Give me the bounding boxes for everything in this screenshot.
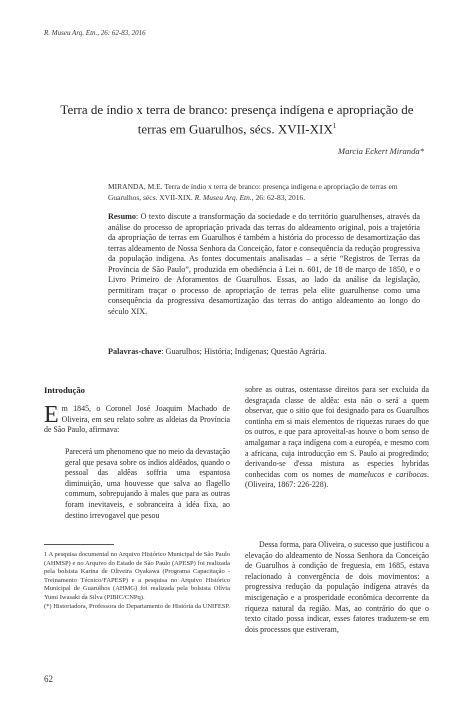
quote-italic-term-2: caribocas — [395, 469, 427, 479]
paragraph-2: Dessa forma, para Oliveira, o sucesso que justificou a elevação do aldeamento de Nossa Senhora da Conceição de Guarulhos à condição de freguesia, em 1685, estava relacionado à convergência de dois movimentos: a progressiva redução da população indígena através da miscigenação e a prosperidade econômica decorrente da riqueza natural da região. Mas, ao contrário do que o texto citado possa indicar, esses fatores traduzem-se em dois processos que estiveram, — [245, 540, 429, 634]
title-footnote-mark: 1 — [332, 122, 337, 130]
footnote-divider — [44, 544, 114, 545]
title-text: Terra de índio x terra de branco: presença indígena e apropriação de terras em Guarulhos, sécs. XVII-XIX — [60, 102, 414, 137]
keywords-text: : Guarulhos; História; Indígenas; Questão Agrária. — [161, 347, 327, 356]
abstract-label: Resumo — [108, 212, 136, 221]
quote-continuation — [245, 385, 429, 491]
author-name — [338, 146, 424, 156]
keywords — [108, 347, 420, 356]
keywords-label: Palavras-chave — [108, 347, 162, 356]
citation-journal: R. Museu Arq. Etn., — [194, 192, 254, 202]
page-number: 62 — [44, 674, 53, 684]
abstract-text: : O texto discute a transformação da sociedade e do território guarulhenses, através da análise do processo de apropriação privada das terras do aldeamento original, pois a trajetória da apropriação de terras em Guarulhos é também a história do processo de desamortização das terras aldeamento de Nossa Senhora da Conceição, fator e consequência da redução progressiva da população indígena. As fontes documentais analisadas – a série “Registros de Terras da Província de São Paulo”, produzida em obediência à Lei n. 601, de 18 de março de 1850, e o Livro Primeiro de Aforamentos de Guarulhos. Essas, ao lado da análise da legislação, permitiram traçar o processo de apropriação de terras pela elite guarulhense como uma consequência da progressiva desamortização das terras do antigo aldeamento ao longo do século XIX. — [108, 212, 420, 316]
citation — [108, 182, 413, 204]
quote-continuation-text: sobre as outras, ostentasse direitos para ser excluida da desgraçada classe de aldêa: esta não o será a quem observar, que o sitio que foi designado para os Guarulhos continha em si mais elementos de riquezas ruraes do que os outros, e que para aproveital-as houve o bom senso de amalgamar a raça indígena com a européa, e mesmo com a africana, cuja introducção em S. Paulo ai progredindo; derivando-se d'essa mistura as especies hybridas conhecidas com os nomes de — [245, 385, 429, 479]
intro-paragraph — [44, 404, 230, 436]
footnote-author: (*) Historiadora, Professora do Departamento de História da UNIFESP. — [44, 603, 230, 610]
abstract — [108, 212, 420, 317]
citation-suffix: 26: 62-83, 2016. — [253, 192, 306, 202]
author-text: Marcia Eckert Miranda — [337, 146, 420, 156]
quote-conjunction: e — [384, 469, 396, 479]
article-title — [50, 101, 424, 137]
quote-citation: . (Oliveira, 1867: 226-228). — [245, 469, 429, 490]
block-quote: Parecerá um phenomeno que no meio da devastação geral que pesava sobre os índios aldêados, quando o pessoal das aldêas soffria uma espantosa diminuição, uma houvesse que salva ao flagello commum, sobrepujando à males que para as outras foram inevitaveis, e sobranceira à idéa fixa, ao destino irrevogavel que pesou — [65, 447, 230, 520]
quote-italic-term-1: mamelucos — [348, 469, 385, 479]
intro-paragraph-text: m 1845, o Coronel José Joaquim Machado de Oliveira, em seu relato sobre as aldeias da Província de São Paulo, afirmava: — [44, 404, 230, 435]
footnote-1: 1 A pesquisa documental no Arquivo Histórico Municipal de São Paulo (AHMSP) e no Arquivo do Estado de São Paulo (APESP) foi realizada pela bolsista Karina de Oliveira Oyakawa (Programa Capacitação - Treinamento Técnico/FAPESP) e a pesquisa no Arquivo Histórico Municipal de Guarulhos (AHMG) foi realizada pela bolsista Olívia Yumi Iwasaki da Silva (PIBIC/CNPq). — [44, 551, 230, 601]
dropcap-letter: E — [44, 402, 59, 428]
citation-prefix: MIRANDA, M.E. Terra de índio x terra de branco: presença indígena e apropriação de terras em Guarulhos, sécs. XVII-XIX. — [108, 182, 398, 202]
author-mark: * — [419, 146, 424, 156]
running-head: R. Museu Arq. Etn., 26: 62-83, 2016 — [44, 29, 146, 37]
section-heading-introduction: Introdução — [44, 385, 85, 395]
